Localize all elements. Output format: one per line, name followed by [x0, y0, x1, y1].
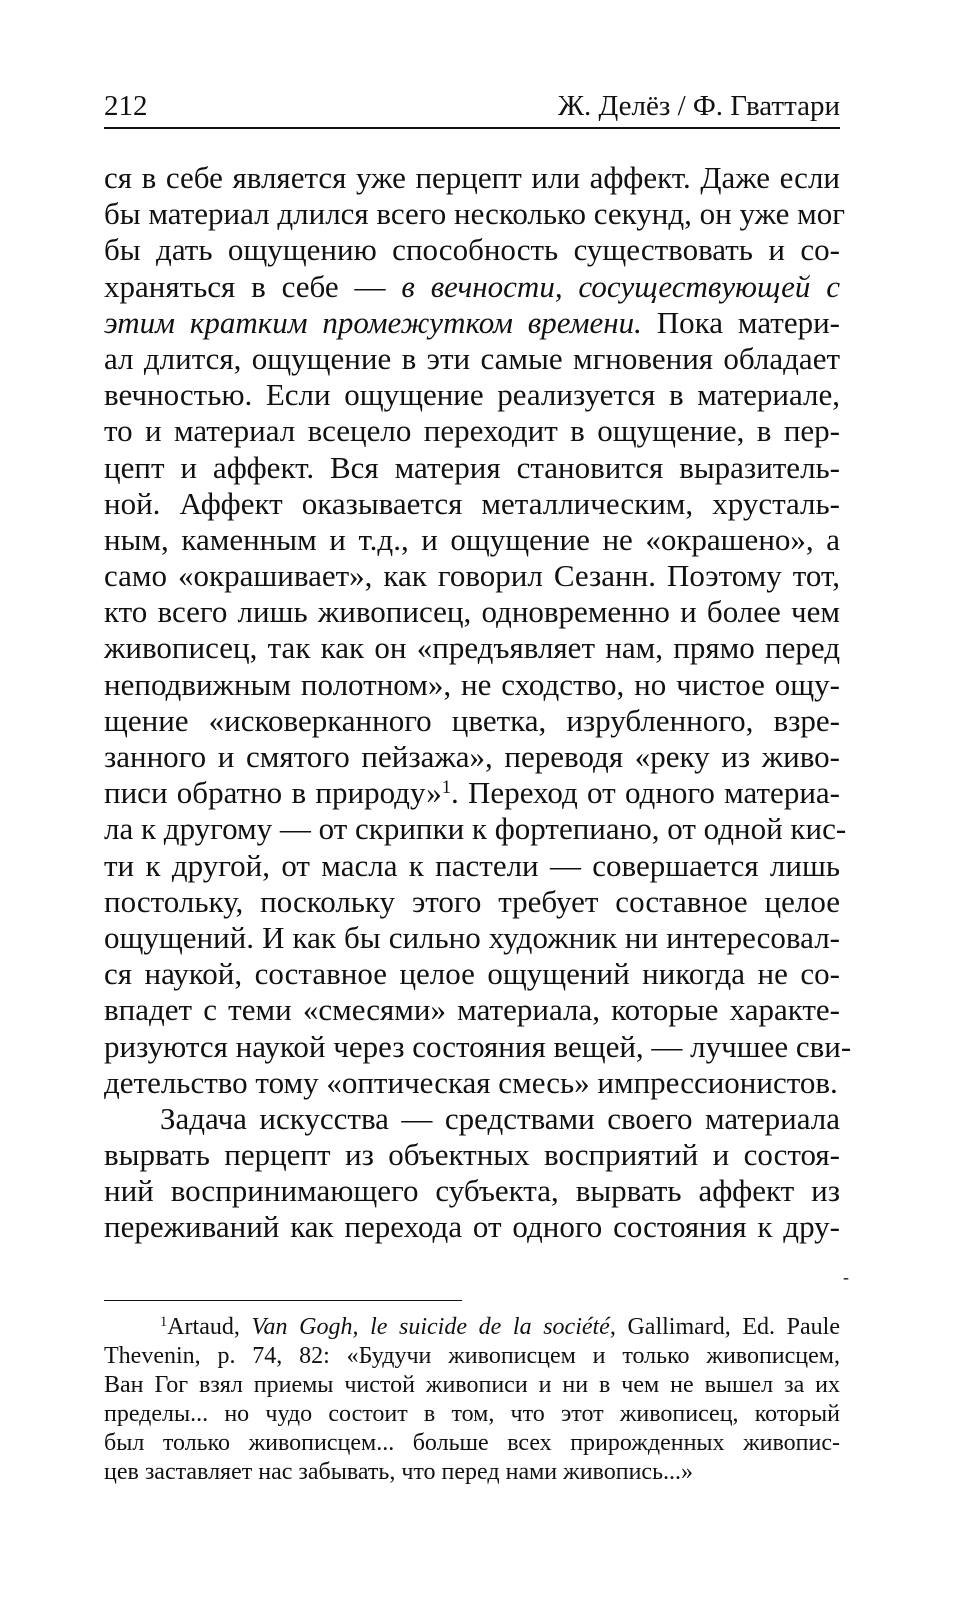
text-fragment: Пока матери- [641, 304, 840, 340]
footnote-line: цев заставляет нас забывать, что перед нами живопись...» [104, 1459, 694, 1485]
text-line: ощущений. И как бы сильно художник ни интересовал- [104, 919, 840, 955]
text-line: то и материал всецело переходит в ощущение, в пер- [104, 413, 840, 449]
text-line: ризуются наукой через состояния вещей, — лучшее сви- [104, 1028, 852, 1064]
footnote [104, 1313, 840, 1487]
text-line: ным, каменным и т.д., и ощущение не «окрашено», а [104, 521, 840, 557]
text-fragment: Artaud, [167, 1314, 252, 1340]
text-line: само «окрашивает», как говорил Сезанн. Поэтому тот, [104, 558, 840, 594]
text-line: ся в себе является уже перцепт или аффект. Даже если [104, 160, 840, 195]
footnote-marker: 1 [160, 1314, 168, 1331]
footnote-line: пределы... но чудо состоит в том, что этот живописец, который [104, 1401, 840, 1427]
text-line [104, 775, 840, 811]
text-line: ла к другому — от скрипки к фортепиано, от одной кис- [104, 811, 847, 847]
text-line: ний воспринимающего субъекта, вырвать аффект из [104, 1173, 840, 1209]
text-fragment: Gallimard, Ed. Paule [615, 1314, 841, 1340]
page-header [104, 82, 840, 122]
text-line: ной. Аффект оказывается металлическим, хрусталь- [104, 485, 840, 521]
italic-phrase: этим кратким промежутком времени. [104, 304, 642, 340]
header-rule [104, 127, 840, 129]
text-fragment: . Переход от одного материа- [451, 775, 840, 811]
page-number: 212 [104, 90, 148, 122]
footnote-line: Ван Гог взял приемы чистой живописи и ни в чем не вышел за их [104, 1372, 840, 1398]
text-line: детельство тому «оптическая смесь» импрессионистов. [104, 1064, 838, 1100]
continuation-mark: - [843, 1267, 849, 1287]
text-line: живописец, так как он «предъявляет нам, прямо перед [104, 630, 840, 666]
text-line: впадет с теми «смесями» материала, которые характе- [104, 992, 840, 1028]
text-line [104, 305, 840, 341]
footnote-line [104, 1313, 840, 1342]
footnote-reference[interactable]: 1 [441, 776, 452, 798]
text-line: занного и смятого пейзажа», переводя «реку из живо- [104, 739, 840, 774]
text-line: постольку, поскольку этого требует составное целое [104, 883, 840, 919]
text-line: ти к другой, от масла к пастели — совершается лишь [104, 847, 840, 883]
text-line: бы дать ощущению способность существовать и со- [104, 232, 840, 268]
footnote-line: Thevenin, p. 74, 82: «Будучи живописцем и только живописцем, [104, 1343, 840, 1369]
text-line: бы материал длился всего несколько секунд, он уже мог [104, 196, 845, 232]
text-line: ся наукой, составное целое ощущений никогда не со- [104, 956, 840, 992]
italic-phrase: в вечности, сосуществующей с [401, 268, 841, 304]
text-line: щение «исковерканного цветка, изрубленного, взре- [104, 702, 840, 738]
text-line: ал длится, ощущение в эти самые мгновения обладает [104, 340, 840, 376]
footnote-rule [104, 1300, 462, 1301]
text-line: цепт и аффект. Вся материя становится выразитель- [104, 449, 840, 485]
text-fragment: храняться в себе — [104, 268, 402, 304]
running-title: Ж. Делёз / Ф. Гваттари [558, 90, 840, 122]
text-fragment: писи обратно в природу» [104, 775, 442, 811]
footnote-line: был только живописцем... больше всех прирожденных живопис- [104, 1430, 840, 1456]
text-line: переживаний как перехода от одного состояния к дру- [104, 1209, 840, 1245]
text-line: неподвижным полотном», не сходство, но чистое ощу- [104, 666, 840, 702]
paragraph-first-line: Задача искусства — средствами своего материала [160, 1100, 840, 1136]
text-line [104, 269, 840, 305]
text-line: вырвать перцепт из объектных восприятий и состоя- [104, 1137, 840, 1173]
italic-title: Van Gogh, le suicide de la société, [251, 1314, 616, 1340]
text-line: кто всего лишь живописец, одновременно и более чем [104, 594, 840, 630]
main-text [104, 160, 852, 1246]
text-line: вечностью. Если ощущение реализуется в материале, [104, 377, 840, 413]
